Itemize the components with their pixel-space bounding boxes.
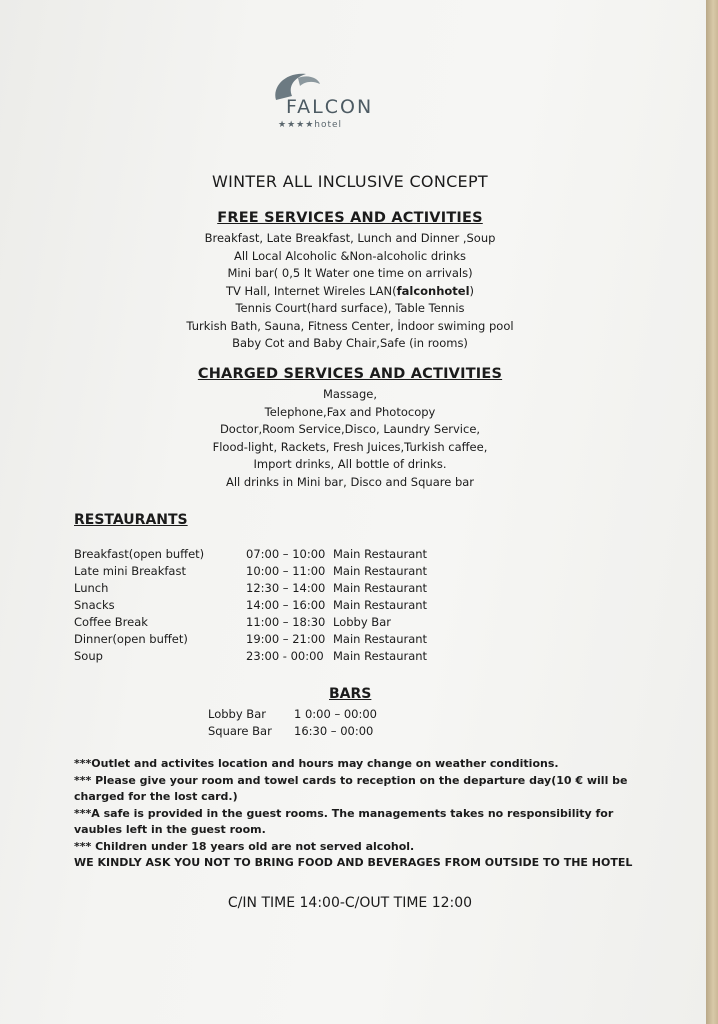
note-line: charged for the lost card.) <box>74 790 238 803</box>
table-row: Soup 23:00 - 00:00 Main Restaurant <box>74 649 428 663</box>
table-row: Late mini Breakfast 10:00 – 11:00 Main Restaurant <box>74 564 428 578</box>
logo-subtitle <box>278 120 342 130</box>
note-line: ***Outlet and activites location and hours may change on weather conditions. <box>74 757 559 770</box>
list-item: Baby Cot and Baby Chair,Safe (in rooms) <box>232 336 468 350</box>
wifi-name: falconhotel <box>396 283 470 298</box>
table-row: Coffee Break 11:00 – 18:30 Lobby Bar <box>74 615 391 629</box>
note-line: WE KINDLY ASK YOU NOT TO BRING FOOD AND BEVERAGES FROM OUTSIDE TO THE HOTEL <box>74 856 633 869</box>
table-row: Snacks 14:00 – 16:00 Main Restaurant <box>74 598 428 612</box>
list-item: Flood-light, Rackets, Fresh Juices,Turkish caffee, <box>212 439 488 454</box>
restaurants-table <box>74 546 494 665</box>
list-item: TV Hall, Internet Wireles LAN(falconhotel) <box>225 283 475 298</box>
list-item: All drinks in Mini bar, Disco and Square bar <box>225 474 475 489</box>
list-item: Breakfast, Late Breakfast, Lunch and Dinner ,Soup <box>204 231 496 245</box>
checkin-checkout-times: C/IN TIME 14:00-C/OUT TIME 12:00 <box>227 895 473 911</box>
restaurants-heading: RESTAURANTS <box>74 512 188 528</box>
free-services-heading: FREE SERVICES AND ACTIVITIES <box>217 210 483 226</box>
list-item: Tennis Court(hard surface), Table Tennis <box>235 301 465 315</box>
list-item: All Local Alcoholic &Non-alcoholic drinks <box>234 248 466 263</box>
falcon-logo <box>268 66 418 132</box>
note-line: *** Please give your room and towel cards to reception on the departure day(10 € will be <box>74 773 628 787</box>
list-item: Mini bar( 0,5 lt Water one time on arrivals) <box>227 266 473 280</box>
list-item: Import drinks, All bottle of drinks. <box>253 457 447 471</box>
bars-heading: BARS <box>329 686 372 702</box>
list-item: Turkish Bath, Sauna, Fitness Center, İndoor swiming pool <box>186 318 514 333</box>
table-row: Lunch 12:30 – 14:00 Main Restaurant <box>74 581 428 595</box>
bars-table <box>208 706 408 740</box>
logo-sub: hotel <box>314 120 343 130</box>
note-line: vaubles left in the guest room. <box>74 823 266 836</box>
logo-stars: ★★★★ <box>278 120 315 130</box>
table-row: Breakfast(open buffet) 07:00 – 10:00 Main Restaurant <box>74 547 428 561</box>
charged-services-list <box>0 386 700 491</box>
list-item: Telephone,Fax and Photocopy <box>264 404 436 419</box>
table-row: Dinner(open buffet) 19:00 – 21:00 Main Restaurant <box>74 632 428 646</box>
logo-name: FALCON <box>286 96 374 118</box>
notes-block <box>74 756 634 872</box>
note-line: *** Children under 18 years old are not served alcohol. <box>74 839 415 853</box>
paper-edge <box>706 0 718 1024</box>
page-title: WINTER ALL INCLUSIVE CONCEPT <box>212 172 488 191</box>
list-item: Massage, <box>322 387 378 401</box>
charged-services-heading: CHARGED SERVICES AND ACTIVITIES <box>197 366 503 382</box>
note-line: ***A safe is provided in the guest rooms. The managements takes no responsibility for <box>74 806 614 820</box>
free-services-list <box>0 230 700 353</box>
table-row: Lobby Bar 1 0:00 – 00:00 <box>208 707 377 721</box>
list-item: Doctor,Room Service,Disco, Laundry Service, <box>219 422 481 436</box>
table-row: Square Bar 16:30 – 00:00 <box>208 724 374 738</box>
